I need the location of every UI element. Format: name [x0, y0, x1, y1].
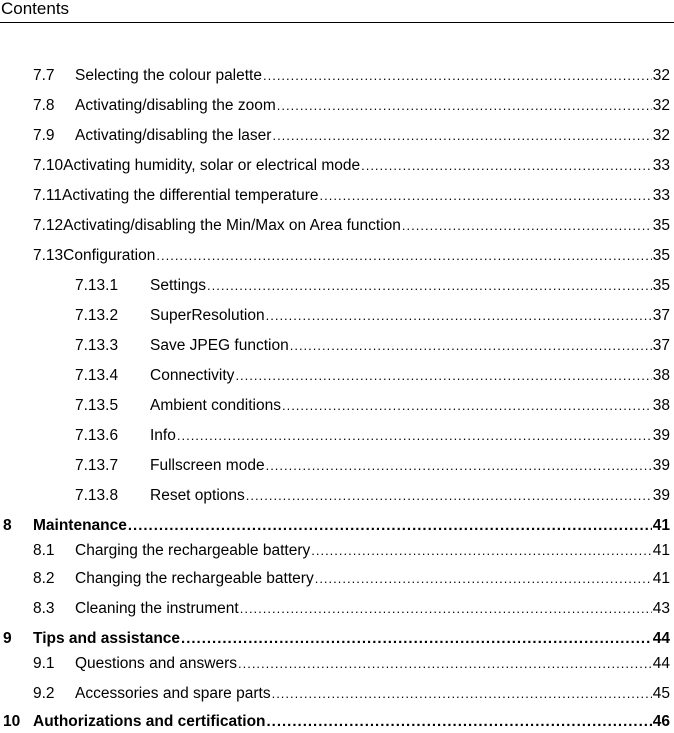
toc-entry[interactable] — [33, 598, 670, 620]
toc-entry-number: 7.10 — [33, 157, 64, 174]
toc-entry-title: Accessories and spare parts — [75, 685, 271, 702]
toc-entry-title: Activating/disabling the zoom — [75, 97, 276, 114]
toc-entry-title: Save JPEG function — [150, 337, 289, 354]
dot-leader — [277, 95, 652, 117]
toc-entry[interactable] — [75, 335, 670, 357]
toc-entry[interactable] — [33, 125, 670, 147]
toc-entry-number: 7.13.7 — [75, 457, 119, 474]
toc-entry-title: Activating/disabling the laser — [75, 127, 272, 144]
toc-entry-title: Changing the rechargeable battery — [75, 570, 314, 587]
dot-leader — [311, 540, 652, 562]
dot-leader — [267, 711, 652, 733]
toc-entry-page: 37 — [652, 307, 670, 324]
dot-leader — [181, 628, 652, 650]
dot-leader — [235, 365, 651, 387]
toc-entry-page: 33 — [652, 187, 670, 204]
toc-entry-title: Activating the differential temperature — [62, 187, 319, 204]
toc-entry-number: 9.1 — [33, 655, 55, 672]
toc-entry-number: 7.8 — [33, 97, 55, 114]
toc-entry-number: 8.1 — [33, 542, 55, 559]
toc-entry-page: 44 — [652, 655, 670, 672]
toc-entry-number: 7.13.4 — [75, 367, 119, 384]
toc-entry-page: 32 — [652, 97, 670, 114]
dot-leader — [128, 515, 652, 537]
toc-entry-title: Maintenance — [33, 517, 127, 534]
toc-entry-page: 35 — [652, 277, 670, 294]
toc-entry-number: 9 — [3, 630, 12, 647]
toc-entry-page: 39 — [652, 427, 670, 444]
dot-leader — [266, 305, 652, 327]
toc-entry-number: 7.13.2 — [75, 307, 119, 324]
toc-entry[interactable] — [33, 155, 670, 177]
dot-leader — [266, 455, 652, 477]
toc-entry-page: 43 — [652, 600, 670, 617]
toc-entry-number: 7.11 — [33, 187, 63, 204]
toc-entry[interactable] — [33, 95, 670, 117]
toc-entry-title: Selecting the colour palette — [75, 67, 262, 84]
toc-entry-page: 33 — [652, 157, 670, 174]
dot-leader — [282, 395, 652, 417]
dot-leader — [177, 425, 652, 447]
toc-entry[interactable] — [33, 540, 670, 562]
toc-entry[interactable] — [33, 185, 670, 207]
dot-leader — [207, 275, 652, 297]
toc-entry[interactable] — [3, 628, 670, 650]
toc-entry-title: Activating humidity, solar or electrical mode — [63, 157, 361, 174]
toc-entry-title: Ambient conditions — [150, 397, 281, 414]
toc-entry[interactable] — [75, 305, 670, 327]
toc-entry-number: 7.13.5 — [75, 397, 119, 414]
toc-entry-page: 39 — [652, 457, 670, 474]
toc-entry-title: Authorizations and certification — [33, 713, 266, 730]
toc-entry-page: 41 — [652, 517, 670, 534]
toc-entry[interactable] — [33, 653, 670, 675]
dot-leader — [156, 245, 651, 267]
toc-entry-number: 7.13.8 — [75, 487, 119, 504]
toc-entry[interactable] — [75, 455, 670, 477]
dot-leader — [240, 598, 652, 620]
toc-entry-title: Charging the rechargeable battery — [75, 542, 311, 559]
toc-entry-page: 45 — [652, 685, 670, 702]
toc-entry[interactable] — [33, 568, 670, 590]
dot-leader — [315, 568, 652, 590]
toc-entry[interactable] — [75, 425, 670, 447]
toc-entry-page: 44 — [652, 630, 670, 647]
toc-entry-page: 38 — [652, 397, 670, 414]
toc-entry-title: Cleaning the instrument — [75, 600, 239, 617]
toc-entry-number: 7.9 — [33, 127, 55, 144]
toc-entry[interactable] — [33, 215, 670, 237]
dot-leader — [402, 215, 652, 237]
toc-entry-page: 35 — [652, 247, 670, 264]
toc-entry[interactable] — [33, 683, 670, 705]
dot-leader — [361, 155, 652, 177]
toc-entry-number: 7.13.3 — [75, 337, 119, 354]
toc-entry-page: 38 — [652, 367, 670, 384]
toc-entry-page: 41 — [652, 542, 670, 559]
toc-entry-page: 39 — [652, 487, 670, 504]
toc-entry-title: Tips and assistance — [33, 630, 181, 647]
toc-entry-title: Activating/disabling the Min/Max on Area function — [63, 217, 401, 234]
toc-entry-page: 32 — [652, 67, 670, 84]
toc-entry-number: 7.7 — [33, 67, 55, 84]
toc-entry[interactable] — [75, 485, 670, 507]
toc-entry-number: 7.13 — [33, 247, 64, 264]
toc-entry[interactable] — [75, 275, 670, 297]
toc-entry[interactable] — [75, 365, 670, 387]
dot-leader — [263, 65, 652, 87]
toc-entry-title: SuperResolution — [150, 307, 265, 324]
toc-entry-number: 7.13.6 — [75, 427, 119, 444]
toc-entry-number: 8.3 — [33, 600, 55, 617]
toc-entry-page: 35 — [652, 217, 670, 234]
toc-entry-number: 7.13.1 — [75, 277, 119, 294]
toc-entry-number: 8 — [3, 517, 12, 534]
dot-leader — [272, 125, 651, 147]
toc-entry-title: Questions and answers — [75, 655, 237, 672]
toc-entry-page: 37 — [652, 337, 670, 354]
dot-leader — [272, 683, 652, 705]
toc-entry-number: 7.12 — [33, 217, 64, 234]
toc-entry[interactable] — [3, 711, 670, 733]
toc-entry-page: 32 — [652, 127, 670, 144]
toc-entry-title: Connectivity — [150, 367, 235, 384]
toc-entry-page: 41 — [652, 570, 670, 587]
page-title: Contents — [1, 0, 70, 18]
toc-entry[interactable] — [75, 395, 670, 417]
toc-entry[interactable] — [3, 515, 670, 537]
toc-entry-page: 46 — [652, 713, 670, 730]
dot-leader — [290, 335, 652, 357]
toc-entry-title: Configuration — [63, 247, 156, 264]
toc-entry-title: Fullscreen mode — [150, 457, 265, 474]
dot-leader — [246, 485, 652, 507]
toc-entry-number: 9.2 — [33, 685, 55, 702]
toc-entry-title: Info — [150, 427, 176, 444]
dot-leader — [238, 653, 652, 675]
dot-leader — [320, 185, 652, 207]
toc-entry-title: Reset options — [150, 487, 245, 504]
toc-entry-number: 8.2 — [33, 570, 55, 587]
toc-entry-number: 10 — [3, 713, 21, 730]
toc-entry[interactable] — [33, 65, 670, 87]
toc-entry-title: Settings — [150, 277, 207, 294]
toc-entry[interactable] — [33, 245, 670, 267]
